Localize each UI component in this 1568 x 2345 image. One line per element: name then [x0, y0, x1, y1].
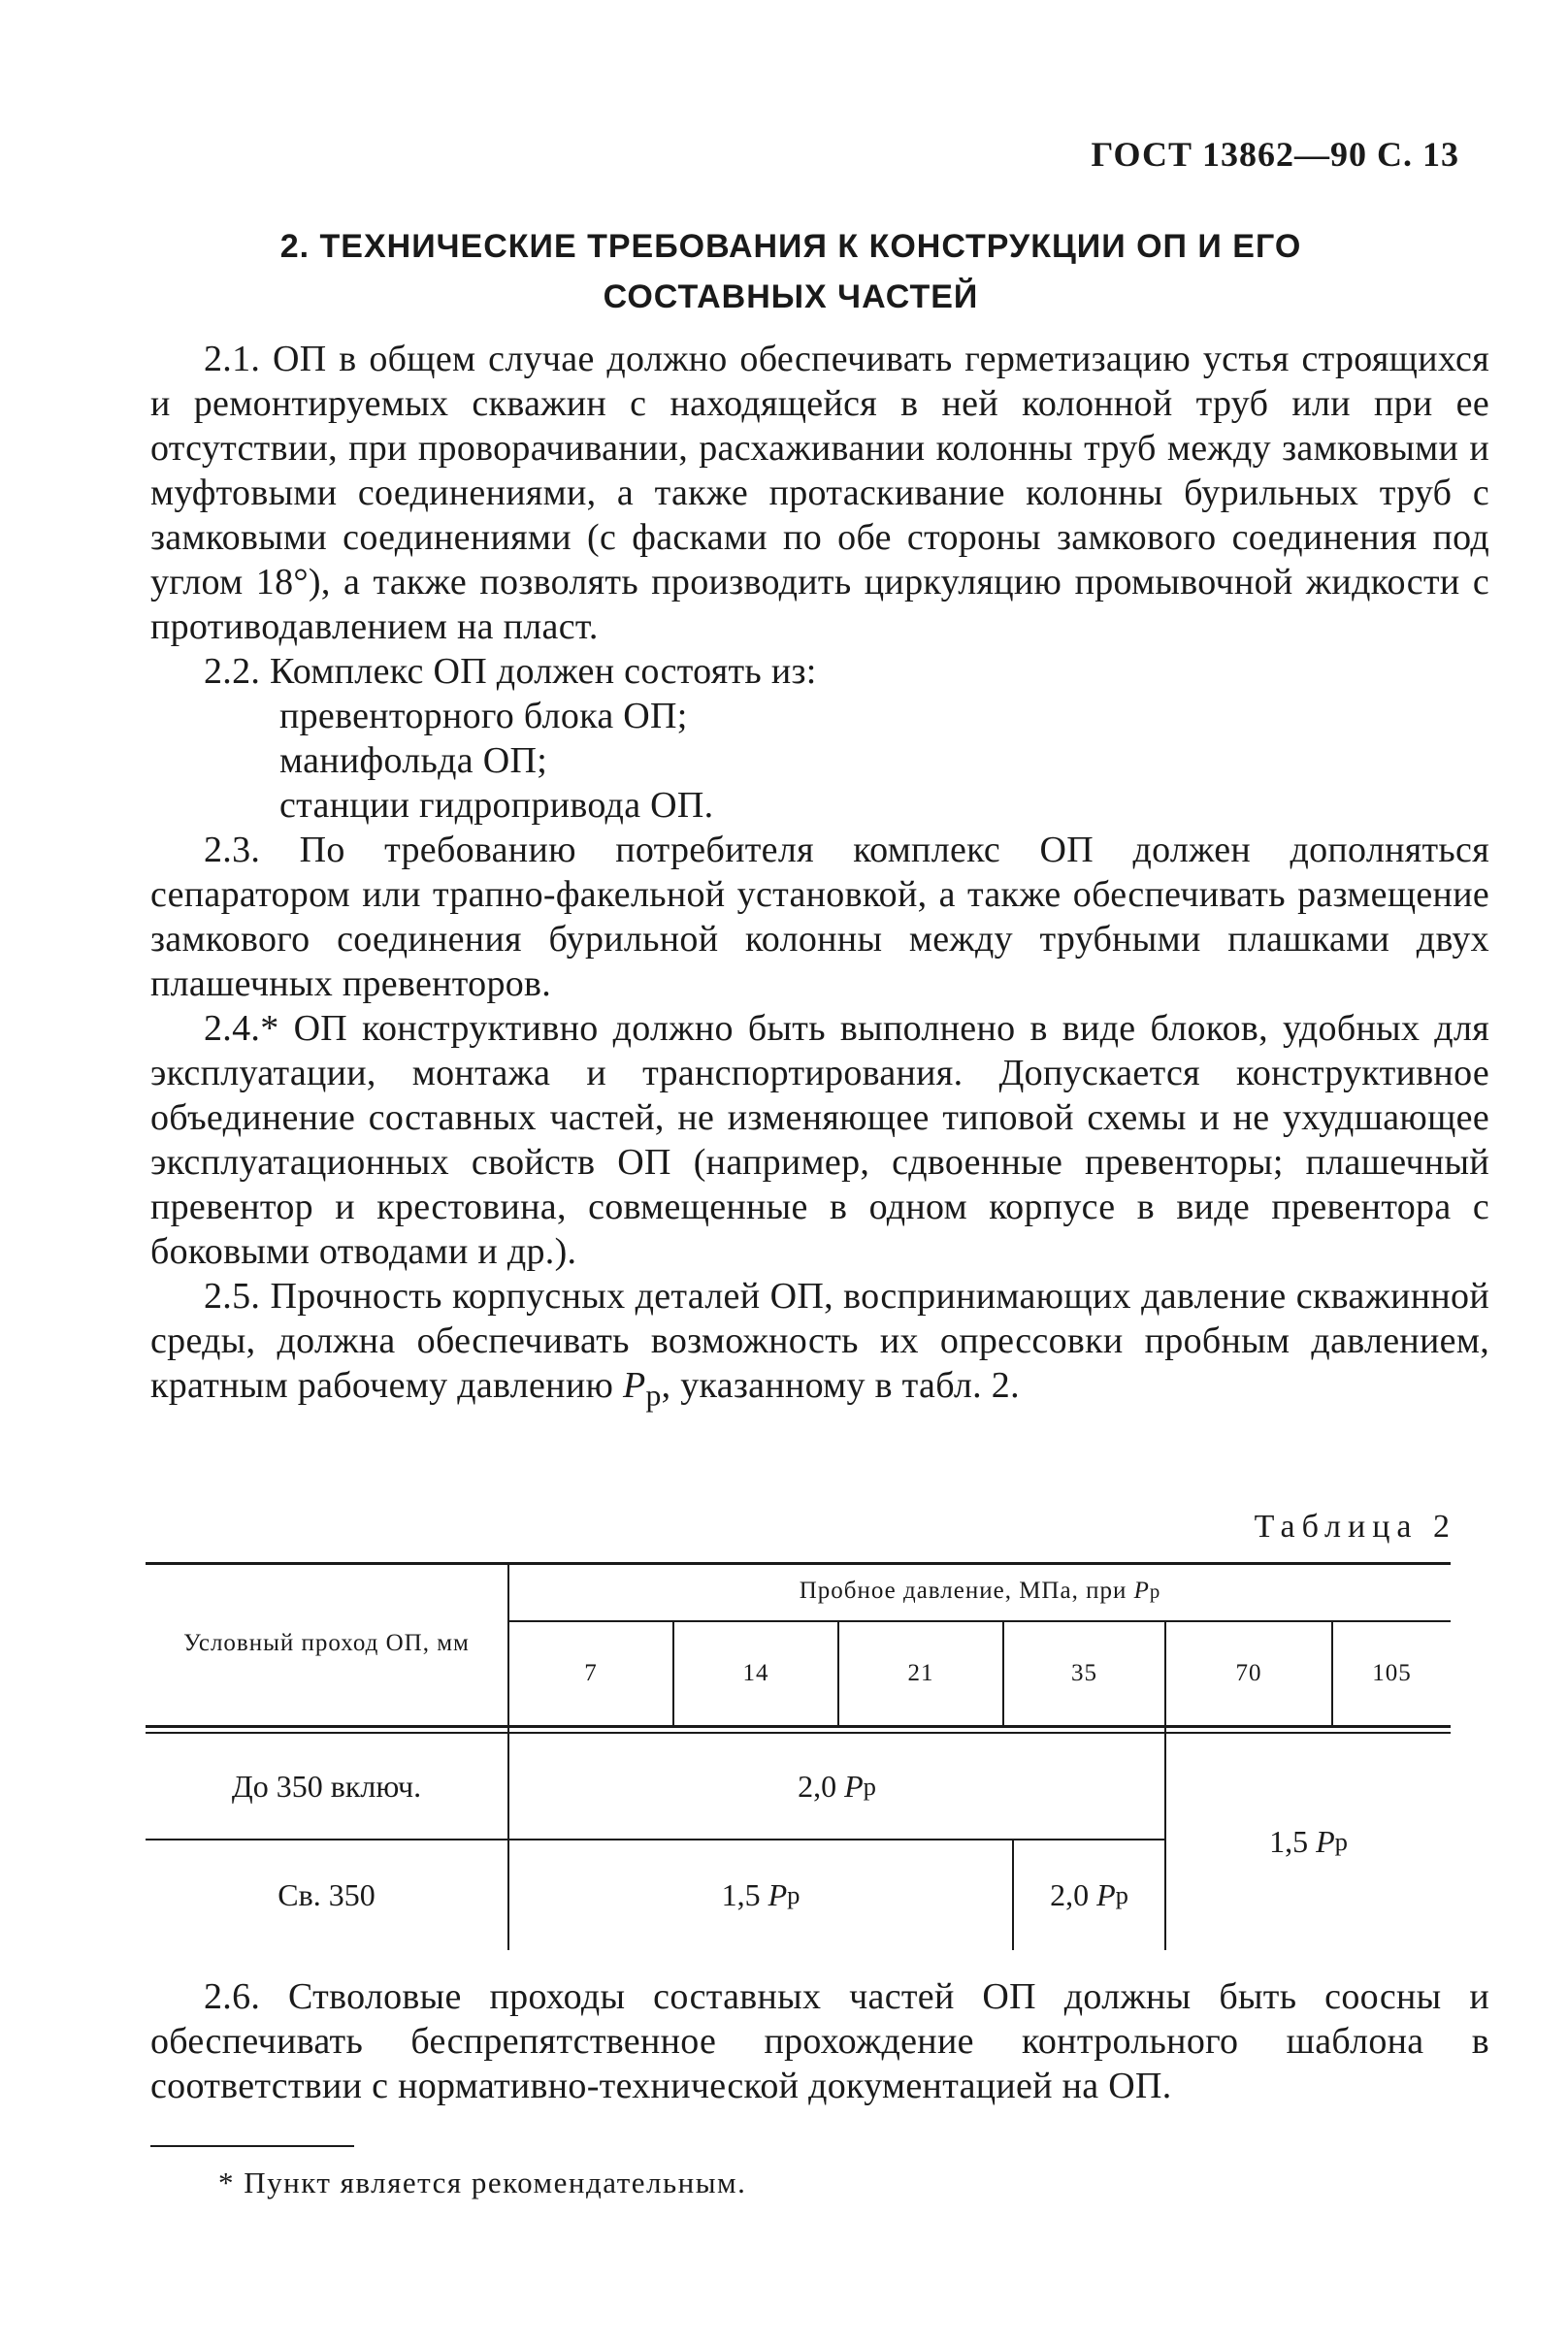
table-high-pressure-symbol: P [1316, 1824, 1335, 1859]
table-header-pressure-105: 105 [1372, 1660, 1412, 1686]
table-header-nominal-bore-text: Условный проход ОП, мм [183, 1630, 470, 1656]
table-header-test-pressure [509, 1562, 1451, 1620]
table-header-nominal-bore [146, 1562, 507, 1725]
pressure-symbol: P [622, 1365, 646, 1406]
table-row-1-value [509, 1734, 1164, 1839]
table-header-pressure-14: 14 [742, 1660, 769, 1686]
paragraph-2-4: 2.4.* ОП конструктивно должно быть выполнено в виде блоков, удобных для эксплуатации, монтажа и транспортирования. Допускается конструктивное объединение составных частей, не изменяющее типовой схемы и не ухудшающее эксплуатационных свойств ОП (например, сдвоенные превенторы; плашечный превентор и крестовина, совмещенные в одном корпусе в виде превентора с боковыми отводами и др.). [150, 1008, 1489, 1272]
list-item-manifold: манифольда ОП; [279, 740, 548, 781]
section-title-line-1: 2. ТЕХНИЧЕСКИЕ ТРЕБОВАНИЯ К КОНСТРУКЦИИ ОП И ЕГО [279, 228, 1302, 265]
table-row-2-value-35-subscript: р [1115, 1880, 1128, 1909]
section-title [146, 221, 1436, 322]
table-high-pressure-subscript: р [1334, 1827, 1348, 1856]
section-title-line-2: СОСТАВНЫХ ЧАСТЕЙ [603, 278, 979, 315]
paragraph-2-6: 2.6. Стволовые проходы составных частей ОП должны быть соосны и обеспечивать беспрепятственное прохождение контрольного шаблона в соответствии с нормативно-технической документацией на ОП. [150, 1976, 1489, 2106]
table-row-1-value-symbol: P [844, 1768, 864, 1804]
paragraph-2-2: 2.2. Комплекс ОП должен состоять из: [204, 651, 817, 692]
paragraph-2-5-tail: , указанному в табл. 2. [661, 1365, 1020, 1406]
table-row-2-value-35 [1014, 1840, 1164, 1950]
table-row-2-value-low [509, 1840, 1012, 1950]
paragraph-2-1: 2.1. ОП в общем случае должно обеспечивать герметизацию устья строящихся и ремонтируемых скважин с находящейся в ней колонной труб или при ее отсутствии, при проворачивании, расхаживании колонны труб между замковыми и муфтовыми соединениями, а также протаскивание колонны бурильных труб с замковыми соединениями (с фасками по обе стороны замкового соединения под углом 18°), а также позволять производить циркуляцию промывочной жидкости с противодавлением на пласт. [150, 339, 1489, 647]
table-row-2-label: Св. 350 [278, 1877, 376, 1912]
table-high-pressure-num: 1,5 [1269, 1824, 1309, 1859]
page-header: ГОСТ 13862—90 С. 13 [1091, 135, 1459, 174]
table-header-test-pressure-text: Пробное давление, МПа, при [799, 1578, 1127, 1604]
paragraph-2-5-text: 2.5. Прочность корпусных деталей ОП, воспринимающих давление скважинной среды, должна обеспечивать возможность их опрессовки пробным давлением, кратным рабочему давлению [150, 1276, 1489, 1406]
table-row-2-value-low-subscript: р [787, 1880, 800, 1909]
table-header-pressure-subscript: р [1149, 1580, 1161, 1603]
table-header-pressure-70: 70 [1235, 1660, 1262, 1686]
footnote-divider [150, 2145, 354, 2147]
table-caption: Таблица 2 [1254, 1509, 1456, 1545]
table-row-1-label: До 350 включ. [231, 1768, 422, 1804]
list-item-preventer-block: превенторного блока ОП; [279, 696, 688, 736]
table-row-1-value-subscript: р [863, 1771, 876, 1801]
table-high-pressure-value [1166, 1734, 1451, 1950]
table-row-1-value-num: 2,0 [798, 1768, 837, 1804]
paragraph-2-5 [150, 1274, 1489, 1418]
body-text-upper [150, 337, 1489, 1418]
table-header-pressure-21: 21 [907, 1660, 934, 1686]
table-row-2-value-35-num: 2,0 [1050, 1877, 1090, 1912]
list-item-hydraulic-station: станции гидропривода ОП. [279, 785, 714, 826]
pressure-table [146, 1562, 1451, 1950]
table-header-pressure-symbol: P [1133, 1578, 1150, 1604]
table-row-2-value-low-symbol: P [768, 1877, 788, 1912]
footnote: * Пункт является рекомендательным. [218, 2166, 747, 2199]
table-rule-header-bottom-1 [146, 1725, 1451, 1728]
table-header-pressure-35: 35 [1071, 1660, 1097, 1686]
body-text-lower [150, 1974, 1489, 2108]
paragraph-2-3: 2.3. По требованию потребителя комплекс ОП должен дополняться сепаратором или трапно-факельной установкой, а также обеспечивать размещение замкового соединения бурильной колонны между трубными плашками двух плашечных превенторов. [150, 830, 1489, 1004]
table-header-pressure-7: 7 [584, 1660, 598, 1686]
table-row-2-value-low-num: 1,5 [721, 1877, 761, 1912]
table-row-2-value-35-symbol: P [1096, 1877, 1116, 1912]
pressure-subscript: р [645, 1378, 662, 1413]
